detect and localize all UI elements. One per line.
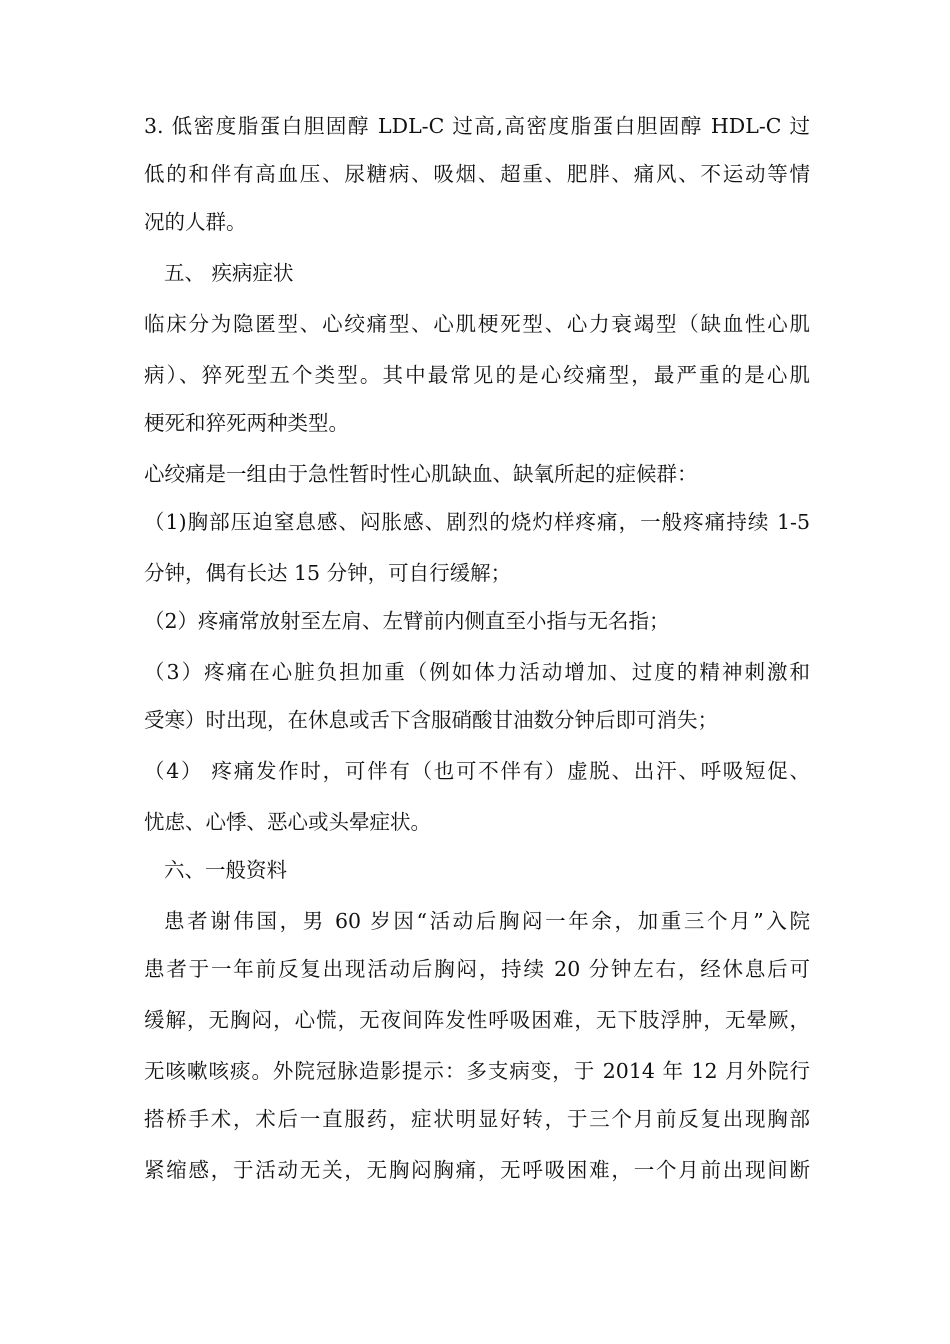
text-line: 忧虑、心悸、恶心或头晕症状。 [144, 810, 431, 834]
text-line: 搭桥手术，术后一直服药，症状明显好转，于三个月前反复出现胸部 [144, 1107, 810, 1131]
text-line: 况的人群。 [144, 210, 247, 234]
text-line: 缓解，无胸闷，心慌，无夜间阵发性呼吸困难，无下肢浮肿，无晕厥， [144, 1008, 810, 1032]
text-line: 患者谢伟国，男 60 岁因“活动后胸闷一年余，加重三个月”入院 [164, 909, 810, 933]
text-line: 心绞痛是一组由于急性暂时性心肌缺血、缺氧所起的症候群： [144, 462, 698, 486]
section-heading: 六、一般资料 [164, 858, 287, 882]
text-line: 病）、猝死型五个类型。其中最常见的是心绞痛型，最严重的是心肌 [144, 363, 810, 387]
text-line: （3）疼痛在心脏负担加重（例如体力活动增加、过度的精神刺激和 [144, 660, 810, 684]
text-line: 临床分为隐匿型、心绞痛型、心肌梗死型、心力衰竭型（缺血性心肌 [144, 312, 810, 336]
text-line: （4） 疼痛发作时，可伴有（也可不伴有）虚脱、出汗、呼吸短促、 [144, 759, 810, 783]
text-line: （1)胸部压迫窒息感、闷胀感、剧烈的烧灼样疼痛，一般疼痛持续 1-5 [144, 510, 810, 534]
text-line: 3. 低密度脂蛋白胆固醇 LDL-C 过高,高密度脂蛋白胆固醇 HDL-C 过 [144, 114, 810, 138]
text-line: 分钟，偶有长达 15 分钟，可自行缓解； [144, 561, 512, 585]
text-line: 低的和伴有高血压、尿糖病、吸烟、超重、肥胖、痛风、不运动等情 [144, 162, 810, 186]
text-line: 无咳嗽咳痰。外院冠脉造影提示：多支病变，于 2014 年 12 月外院行 [144, 1059, 810, 1083]
text-line: 患者于一年前反复出现活动后胸闷，持续 20 分钟左右，经休息后可 [144, 957, 810, 981]
section-heading: 五、 疾病症状 [164, 261, 294, 285]
text-line: 紧缩感，于活动无关，无胸闷胸痛，无呼吸困难，一个月前出现间断 [144, 1158, 810, 1182]
text-line: 梗死和猝死两种类型。 [144, 411, 349, 435]
text-line: 受寒）时出现，在休息或舌下含服硝酸甘油数分钟后即可消失； [144, 708, 718, 732]
text-line: （2）疼痛常放射至左肩、左臂前内侧直至小指与无名指； [144, 609, 670, 633]
